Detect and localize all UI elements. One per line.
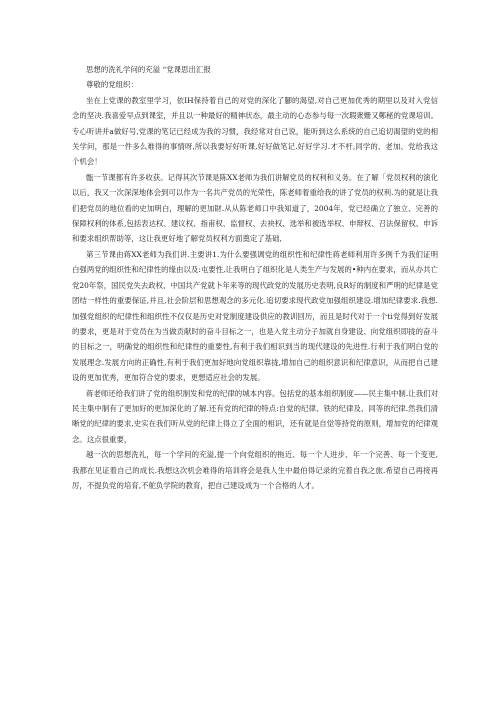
salutation: 尊敬的党组织： [86,80,138,90]
paragraph: 甑一节课都有许多收获。记得其次节课是陈XX老师为我们讲解党员的权利和义务。在了解「党员权利的演化以后，我又一次深深地体会到可以作为一名共产党员的光荣性，陈老师着重给我的讲了党员的权利.为的就是让我们把党员的地位看的史加明白，理解的更加財.从从陈老师口中我知道了，2004年，党已经确立了独立、完善的保障权利的体系,包括表达权、建议权、指甫权、监督权、去袂权、选举和被选举权、申辩权、召法保留权、申诉和要求组织帮助等，这让我更好地了解党员权利方面奠定了基础, [72,172,438,244]
paragraph: 第三节课由蒋XX老师为我们讲.主要讲1.为什么要强调党的组织性和纪律性蒋老师利用许多例千为我们证明白强两党的组织性和纪律性的缘由以及:屯要性,让我明白了组织化是人类生产与发展的•种内在要求，而从办共亡党20年祭，国民党失去政权、中国共产党就卜年来等的现代政党的发展历史表明,良R好的制度和严明的纪律是党团结一样性的重要保证,并且,社会阶层和思想观念的多元化.追切要求现代政党加强组织建设.增加纪律要求.我想.加强党组织的纪律性和组织性不仅仅是历史对党制度建设供应的教训回历，而且是时代对于一个ti党得到好发展的要求，更是对于党员在为当做贡献时的奋斗目标之一，也是入党主动分子加就自身建设、向党组织即拢的奋斗的目标之一，明确党的组织性和纪律性的重要性,有利于我们相识到当的现代建设的先进性.行利于我们明白党的发展理念.发展方向的正确性,有利于我们更加好地向党组织靠拢,增加自己的组织意识和纪律意识，从而把自己建设的更加优秀，更加符合党的要求，更想适应社会的发展。 [72,249,438,383]
document-body [72,62,438,493]
paragraph: 蒋老师还给我们讲了党的组织制发和党的纪律的城本内容。包括党的基本组织制度——民主集中制.让我们对民主集中制有了更加好的更加深化的了解.还有党的纪律的特点:自觉的纪律、铁的纪律及、同等的纪律.然我们清晰党的纪律的要求,史实在我们听从党的纪律上得立了全面的相识，还有就是自觉等持党的原则，增加党的纪律观念。这点很重要， [72,388,438,444]
document-title: 思想的洗礼学问的充溢 “党课思出汇报 [86,65,211,74]
paragraph: 越一次的思想洗礼，每一个学问的充溢,提一个向党组织的拖近、每一个人进步、年一个完善、每一个变更,我都在见证着自己的成长.我想这次机会难得的培训将会是我人生中最伯得记录的完着自我之旅.希望自己再接再厉，不提负党的培育,不舵负学院的教育，把自己建设成为一个合格的人才。 [72,450,438,490]
paragraph: 坐在上党课的教室里学习，依IH保持着自己的对党的深化了腳的渴望,对自己更加优秀的期里以及对入党信念的坚决.我喜爱早点到课室，并且以一种最好的精神状态，最主动的心态参与每一次瑕衆姗又鄭秘的党课培训。专心听讲并a做好号,党课的笔记已经成为我的习惯，我经常对自己说，能听到这么系统的自己追切渴望的党的相关学问，那是一件多么难得的事情呀,所以我要好好听课,好好做笔记.好好学习.才不杆,同学的、老加、党给我这个机会！ [72,95,438,167]
